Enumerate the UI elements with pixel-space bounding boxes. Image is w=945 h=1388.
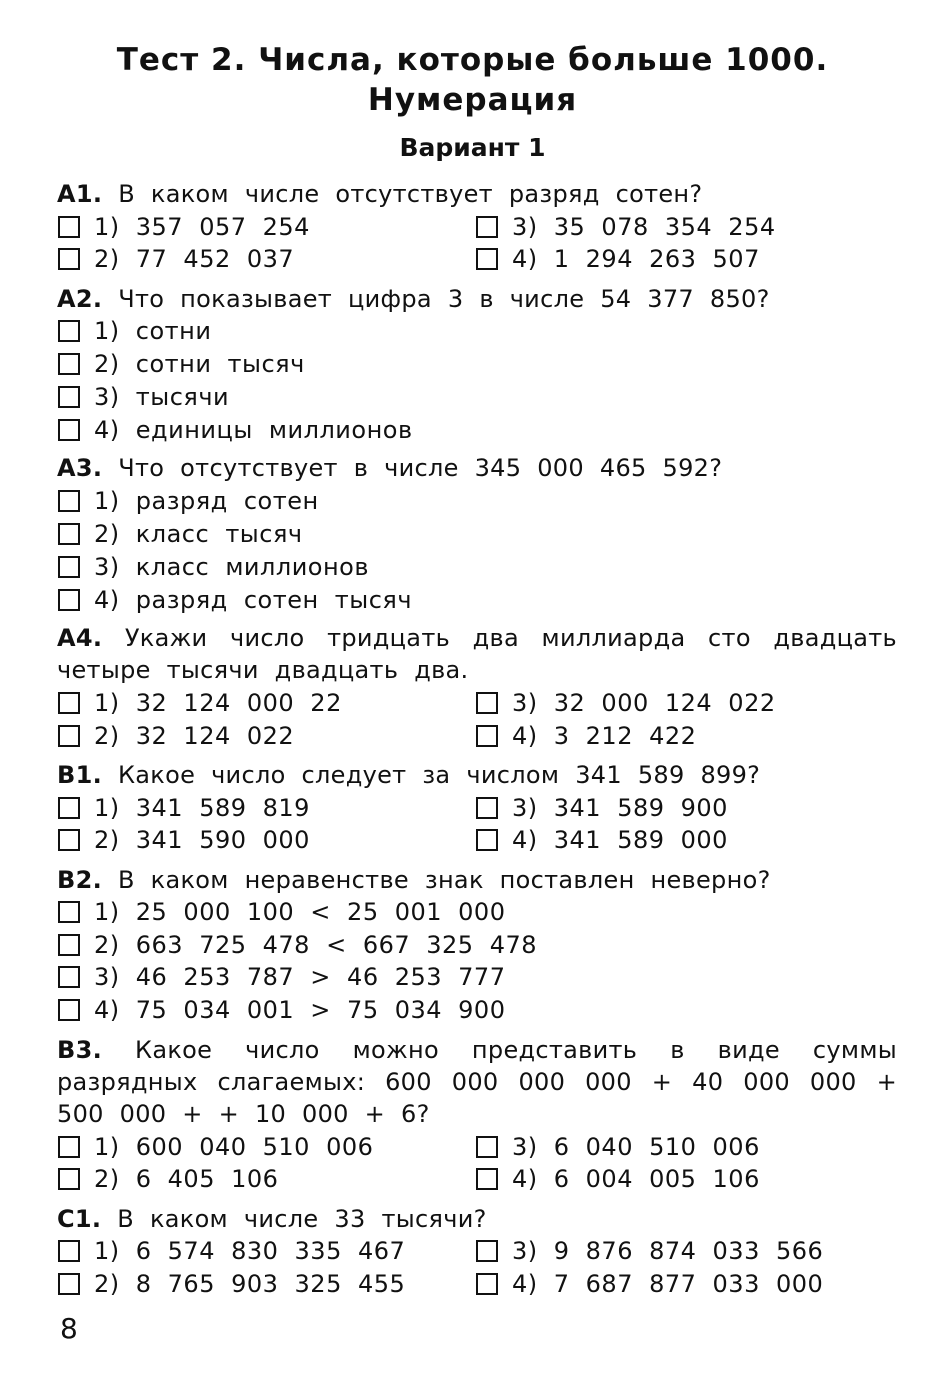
option-label: 4) 1 294 263 507 [512,245,760,273]
question-b1 [57,759,897,791]
checkbox-icon[interactable] [476,216,498,238]
question-id: C1. [57,1205,102,1233]
checkbox-icon[interactable] [58,248,80,270]
option-label: 3) тысячи [94,383,230,411]
option-b2-3[interactable] [58,961,505,993]
option-label: 3) 341 589 900 [512,794,728,822]
option-b3-2[interactable] [58,1163,278,1195]
option-label: 3) 32 000 124 022 [512,689,776,717]
checkbox-icon[interactable] [476,829,498,851]
option-label: 2) 8 765 903 325 455 [94,1270,406,1298]
checkbox-icon[interactable] [58,797,80,819]
checkbox-icon[interactable] [58,523,80,545]
option-b2-1[interactable] [58,896,505,928]
checkbox-icon[interactable] [58,1136,80,1158]
option-b2-4[interactable] [58,994,505,1026]
page-number: 8 [60,1312,78,1345]
checkbox-icon[interactable] [476,692,498,714]
option-a1-2[interactable] [58,243,294,275]
question-text: В каком числе отсутствует разряд сотен? [118,180,703,208]
checkbox-icon[interactable] [476,1136,498,1158]
checkbox-icon[interactable] [476,1240,498,1262]
checkbox-icon[interactable] [58,725,80,747]
checkbox-icon[interactable] [58,966,80,988]
option-label: 2) 32 124 022 [94,722,295,750]
question-c1 [57,1203,897,1235]
option-label: 4) разряд сотен тысяч [94,586,413,614]
question-id: B3. [57,1036,103,1064]
option-b2-2[interactable] [58,929,537,961]
option-label: 3) 6 040 510 006 [512,1133,760,1161]
question-a4 [57,622,897,686]
option-label: 3) 46 253 787 > 46 253 777 [94,963,506,991]
checkbox-icon[interactable] [58,589,80,611]
option-b3-4[interactable] [476,1163,760,1195]
option-b1-1[interactable] [58,792,310,824]
checkbox-icon[interactable] [58,216,80,238]
option-c1-3[interactable] [476,1235,823,1267]
option-a4-2[interactable] [58,720,294,752]
option-a3-1[interactable] [58,485,319,517]
question-id: B2. [57,866,103,894]
option-label: 1) 341 589 819 [94,794,310,822]
option-a1-4[interactable] [476,243,760,275]
option-a4-3[interactable] [476,687,776,719]
option-c1-4[interactable] [476,1268,823,1300]
checkbox-icon[interactable] [476,725,498,747]
variant-heading: Вариант 1 [399,133,546,162]
question-text: Укажи число тридцать два миллиарда сто двадцать четыре тысячи двадцать два. [57,624,897,684]
checkbox-icon[interactable] [58,901,80,923]
option-a2-3[interactable] [58,381,229,413]
page-title: Тест 2. Числа, которые больше 1000. [116,42,829,78]
checkbox-icon[interactable] [58,1168,80,1190]
question-text: В каком неравенстве знак поставлен неверно? [117,866,771,894]
question-id: A1. [57,180,103,208]
option-a3-3[interactable] [58,551,369,583]
question-a1 [57,178,897,210]
option-a4-1[interactable] [58,687,342,719]
option-label: 2) сотни тысяч [94,350,305,378]
option-label: 4) единицы миллионов [94,416,413,444]
question-id: A4. [57,624,103,652]
question-a3 [57,452,897,484]
option-label: 4) 7 687 877 033 000 [512,1270,824,1298]
option-b3-1[interactable] [58,1131,373,1163]
option-label: 3) класс миллионов [94,553,370,581]
checkbox-icon[interactable] [58,353,80,375]
question-id: A2. [57,285,103,313]
option-c1-2[interactable] [58,1268,405,1300]
option-label: 2) 663 725 478 < 667 325 478 [94,931,537,959]
page-subtitle: Нумерация [367,82,578,118]
option-b1-2[interactable] [58,824,310,856]
option-label: 3) 9 876 874 033 566 [512,1237,824,1265]
question-text: Что показывает цифра 3 в числе 54 377 850? [118,285,770,313]
option-label: 3) 35 078 354 254 [512,213,776,241]
option-a2-1[interactable] [58,315,211,347]
option-a4-4[interactable] [476,720,696,752]
question-b3 [57,1034,897,1130]
option-a2-2[interactable] [58,348,305,380]
option-label: 2) 77 452 037 [94,245,295,273]
checkbox-icon[interactable] [58,386,80,408]
checkbox-icon[interactable] [58,419,80,441]
question-a2 [57,283,897,315]
checkbox-icon[interactable] [58,934,80,956]
option-a1-1[interactable] [58,211,310,243]
question-text: В каком числе 33 тысячи? [117,1205,487,1233]
question-b2 [57,864,897,896]
option-b1-3[interactable] [476,792,728,824]
option-label: 1) 32 124 000 22 [94,689,342,717]
option-b1-4[interactable] [476,824,728,856]
checkbox-icon[interactable] [58,1240,80,1262]
checkbox-icon[interactable] [476,1168,498,1190]
option-a1-3[interactable] [476,211,776,243]
option-label: 1) 25 000 100 < 25 001 000 [94,898,506,926]
option-a3-4[interactable] [58,584,412,616]
checkbox-icon[interactable] [476,248,498,270]
checkbox-icon[interactable] [58,490,80,512]
option-a2-4[interactable] [58,414,413,446]
option-label: 2) 6 405 106 [94,1165,279,1193]
checkbox-icon[interactable] [58,829,80,851]
option-label: 1) 6 574 830 335 467 [94,1237,406,1265]
checkbox-icon[interactable] [58,320,80,342]
option-label: 1) 600 040 510 006 [94,1133,374,1161]
option-label: 2) 341 590 000 [94,826,310,854]
option-label: 4) 3 212 422 [512,722,697,750]
option-label: 1) разряд сотен [94,487,319,515]
option-label: 2) класс тысяч [94,520,303,548]
question-text: Что отсутствует в числе 345 000 465 592? [118,454,723,482]
option-label: 1) сотни [94,317,212,345]
question-text: Какое число можно представить в виде суммы разрядных слагаемых: 600 000 000 000 + 40 000 000 + 500 000 + + 10 000 + 6? [57,1036,897,1128]
checkbox-icon[interactable] [476,797,498,819]
option-label: 4) 341 589 000 [512,826,728,854]
question-text: Какое число следует за числом 341 589 899? [117,761,761,789]
option-label: 1) 357 057 254 [94,213,310,241]
option-a3-2[interactable] [58,518,303,550]
option-label: 4) 6 004 005 106 [512,1165,760,1193]
question-id: A3. [57,454,103,482]
checkbox-icon[interactable] [58,556,80,578]
checkbox-icon[interactable] [476,1273,498,1295]
checkbox-icon[interactable] [58,999,80,1021]
option-label: 4) 75 034 001 > 75 034 900 [94,996,506,1024]
question-id: B1. [57,761,103,789]
option-b3-3[interactable] [476,1131,760,1163]
checkbox-icon[interactable] [58,1273,80,1295]
option-c1-1[interactable] [58,1235,405,1267]
checkbox-icon[interactable] [58,692,80,714]
